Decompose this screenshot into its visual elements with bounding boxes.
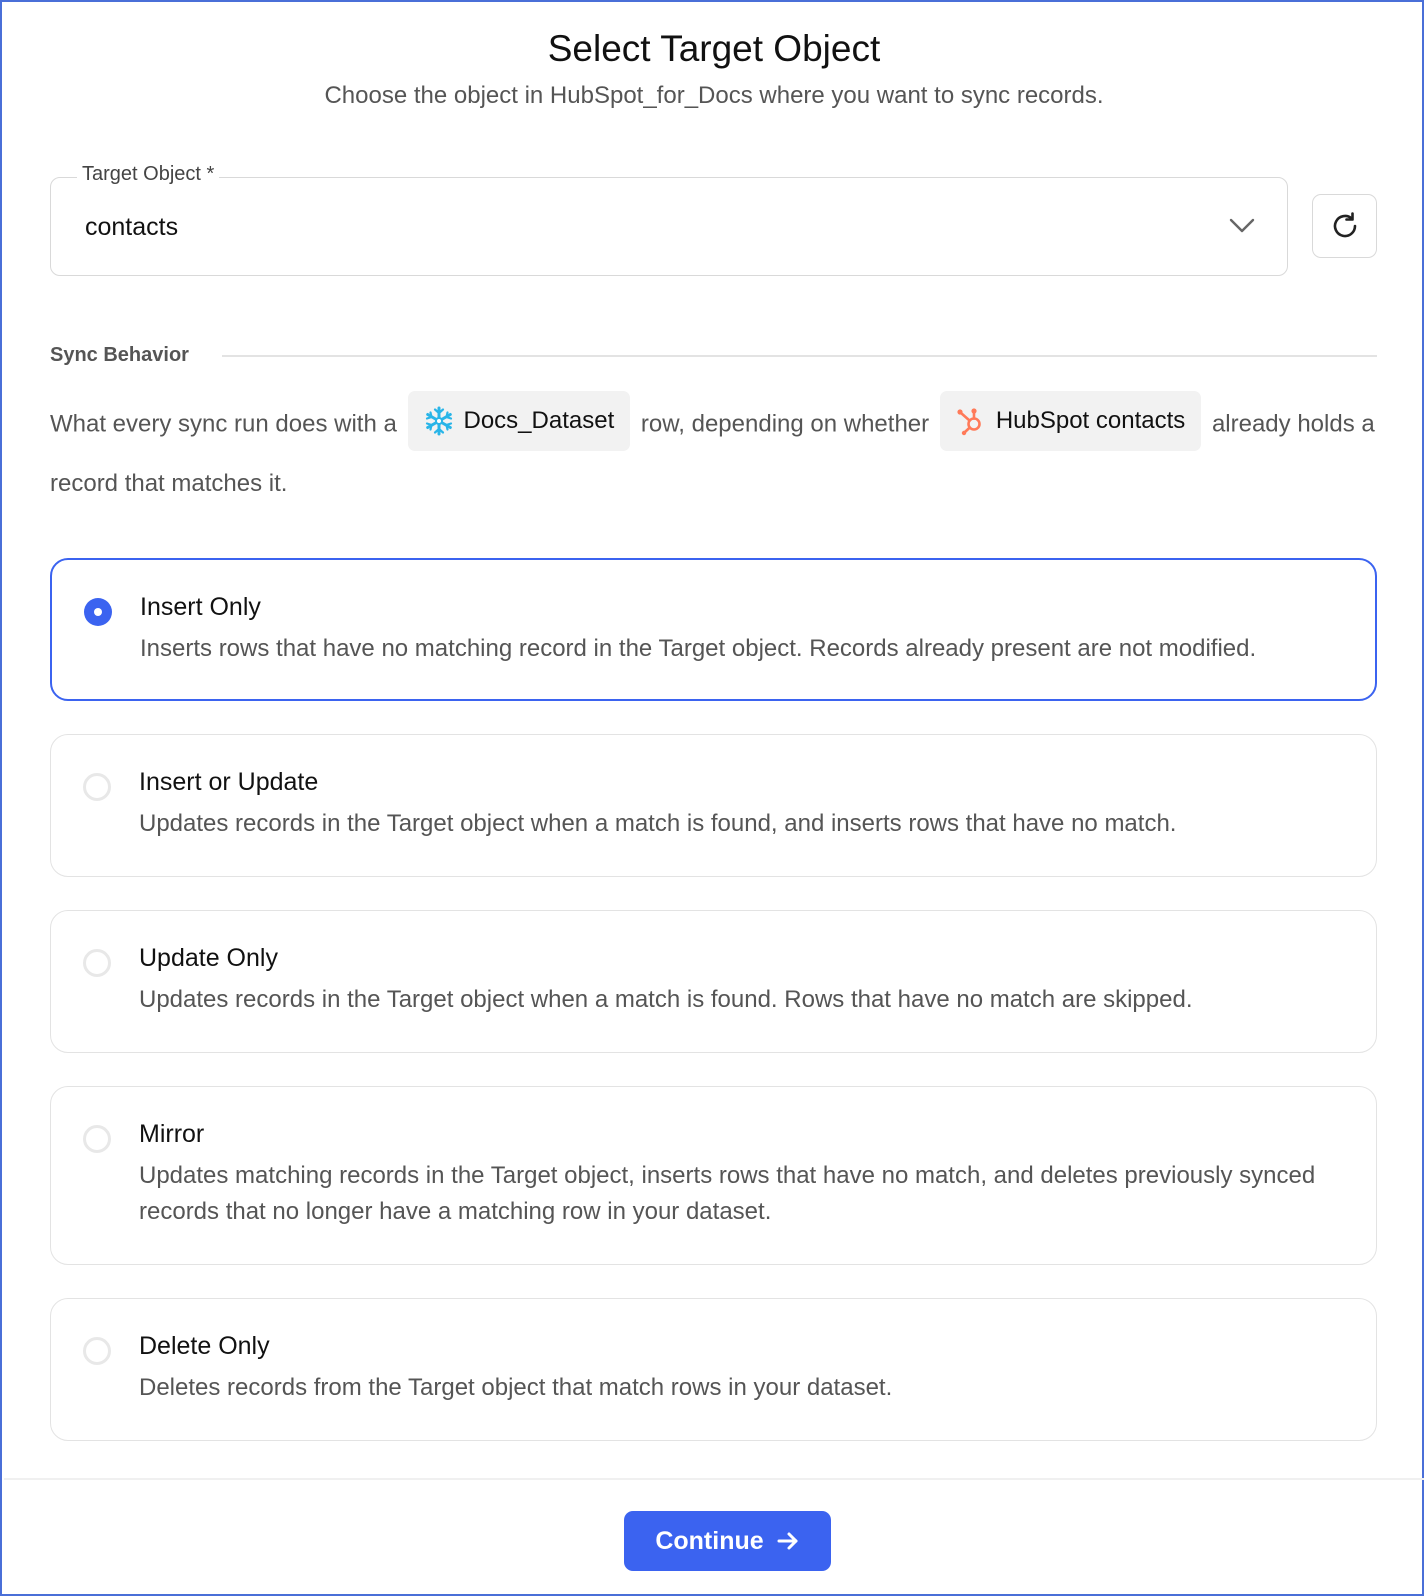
sync-behavior-description: [50, 395, 1380, 512]
radio-insert-or-update[interactable]: [83, 773, 111, 801]
snowflake-icon: [424, 406, 454, 436]
option-title: Delete Only: [139, 1332, 270, 1360]
option-description: Updates records in the Target object when a match is found, and inserts rows that have no match.: [139, 810, 1177, 837]
target-object-label: Target Object *: [77, 163, 219, 186]
option-description: Deletes records from the Target object that match rows in your dataset.: [139, 1374, 893, 1401]
continue-button[interactable]: [624, 1511, 831, 1571]
description-before: What every sync run does with a: [50, 410, 397, 438]
option-title: Insert Only: [140, 593, 261, 621]
option-title: Update Only: [139, 944, 278, 972]
option-insert-or-update[interactable]: [50, 734, 1377, 877]
arrow-right-icon: [776, 1529, 800, 1553]
target-chip-label: HubSpot contacts: [995, 407, 1186, 434]
continue-label: Continue: [655, 1526, 764, 1555]
description-after: already holds a record that matches it.: [50, 410, 1375, 497]
option-mirror[interactable]: [50, 1086, 1377, 1265]
option-delete-only[interactable]: [50, 1298, 1377, 1441]
description-middle: row, depending on whether: [640, 410, 930, 438]
refresh-button[interactable]: [1312, 194, 1377, 258]
option-insert-only[interactable]: [50, 558, 1377, 701]
footer-divider: [4, 1478, 1424, 1480]
option-description: Inserts rows that have no matching record in the Target object. Records already present are not modified.: [140, 635, 1257, 662]
radio-update-only[interactable]: [83, 949, 111, 977]
section-divider: [222, 355, 1377, 357]
radio-mirror[interactable]: [83, 1125, 111, 1153]
page-subtitle: Choose the object in HubSpot_for_Docs where you want to sync records.: [324, 82, 1104, 109]
refresh-icon: [1330, 211, 1360, 241]
source-chip: [408, 391, 631, 451]
option-title: Mirror: [139, 1120, 205, 1148]
source-chip-label: Docs_Dataset: [463, 407, 615, 434]
option-title: Insert or Update: [139, 768, 319, 796]
hubspot-icon: [956, 406, 986, 436]
option-update-only[interactable]: [50, 910, 1377, 1053]
target-object-value: contacts: [85, 213, 179, 241]
sync-behavior-title: Sync Behavior: [50, 344, 189, 366]
radio-delete-only[interactable]: [83, 1337, 111, 1365]
target-object-select[interactable]: [50, 163, 1288, 276]
option-description: Updates records in the Target object when a match is found. Rows that have no match are skipped.: [139, 986, 1193, 1013]
target-chip: [940, 391, 1201, 451]
chevron-down-icon[interactable]: [1227, 210, 1257, 240]
option-description: Updates matching records in the Target object, inserts rows that have no match, and deletes previously synced records that no longer have a matching row in your dataset.: [139, 1162, 1316, 1225]
page-title: Select Target Object: [547, 28, 881, 69]
radio-insert-only[interactable]: [84, 598, 112, 626]
